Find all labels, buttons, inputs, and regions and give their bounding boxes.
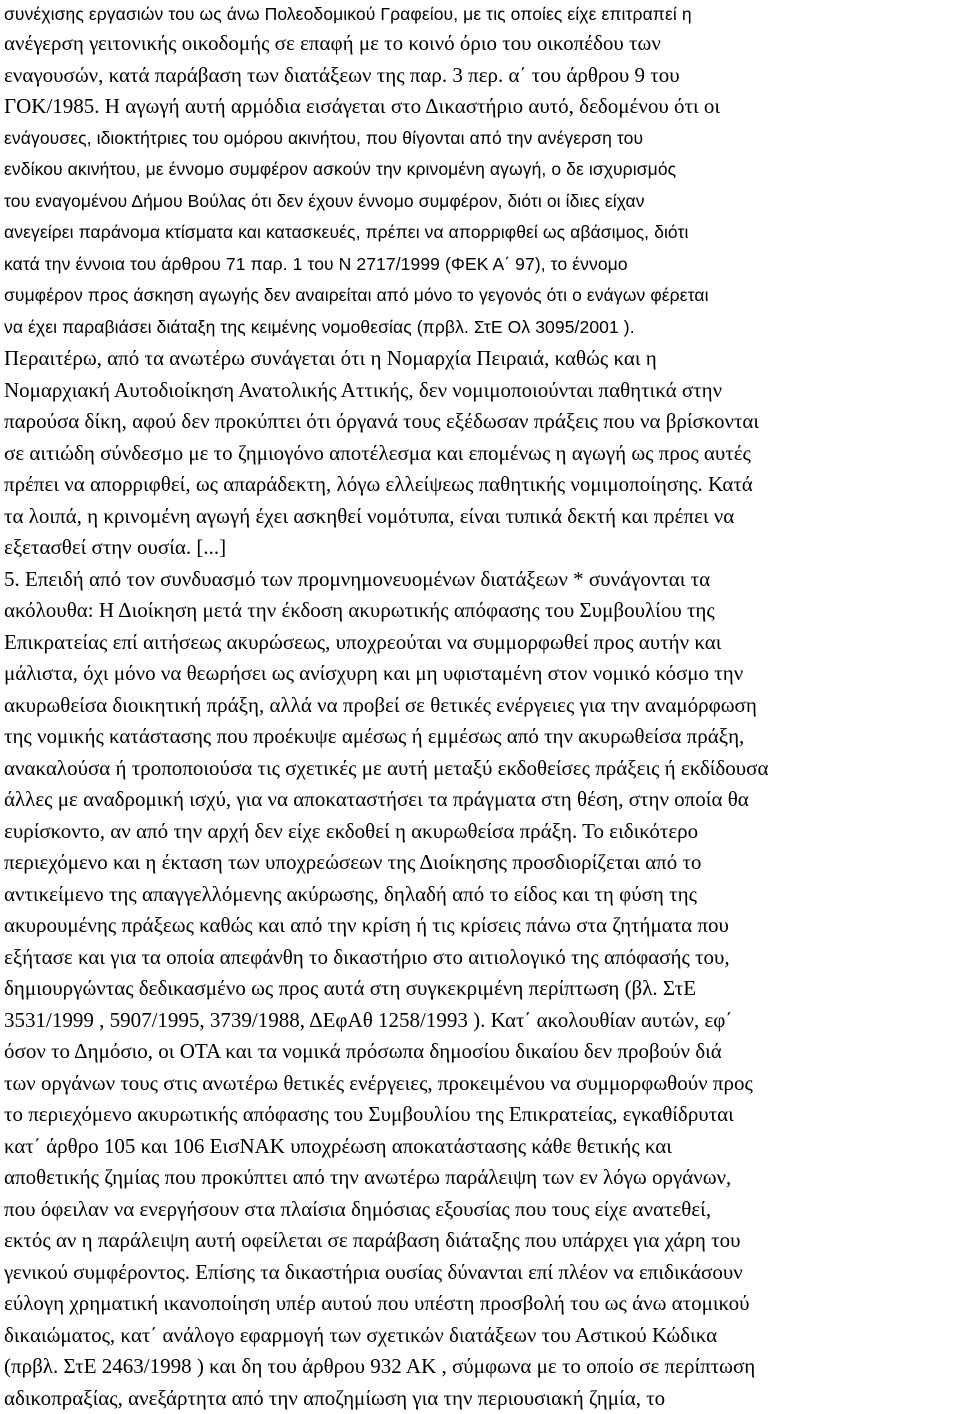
- text-line: τα λοιπά, η κρινομένη αγωγή έχει ασκηθεί νομότυπα, είναι τυπικά δεκτή και πρέπει να: [4, 501, 956, 533]
- text-line: ανακαλούσα ή τροποποιούσα τις σχετικές με αυτή μεταξύ εκδοθείσες πράξεις ή εκδίδουσα: [4, 753, 956, 785]
- text-line: ακυρουμένης πράξεως καθώς και από την κρίση ή τις κρίσεις πάνω στα ζητήματα που: [4, 910, 956, 942]
- text-line: εξετασθεί στην ουσία. [...]: [4, 532, 956, 564]
- text-line: αντικείμενο της απαγγελλόμενης ακύρωσης, δηλαδή από το είδος και τη φύση της: [4, 879, 956, 911]
- text-line: πρέπει να απορριφθεί, ως απαράδεκτη, λόγω ελλείψεως παθητικής νομιμοποίησης. Κατά: [4, 469, 956, 501]
- text-line: να έχει παραβιάσει διάταξη της κειμένης νομοθεσίας (πρβλ. ΣτΕ Ολ 3095/2001 ).: [4, 312, 956, 344]
- text-line: (πρβλ. ΣτΕ 2463/1998 ) και δη του άρθρου 932 ΑΚ , σύμφωνα με το οποίο σε περίπτωση: [4, 1351, 956, 1383]
- text-line: 5. Επειδή από τον συνδυασμό των προμνημονευομένων διατάξεων * συνάγονται τα: [4, 564, 956, 596]
- text-line: δημιουργώντας δεδικασμένο ως προς αυτά στη συγκεκριμένη περίπτωση (βλ. ΣτΕ: [4, 973, 956, 1005]
- text-line: εύλογη χρηματική ικανοποίηση υπέρ αυτού που υπέστη προσβολή του ως άνω ατομικού: [4, 1288, 956, 1320]
- text-line: συμφέρον προς άσκηση αγωγής δεν αναιρείται από μόνο το γεγονός ότι ο ενάγων φέρεται: [4, 280, 956, 312]
- text-line: σε αιτιώδη σύνδεσμο με το ζημιογόνο αποτέλεσμα και επομένως η αγωγή ως προς αυτές: [4, 438, 956, 470]
- text-line: όσον το Δημόσιο, οι ΟΤΑ και τα νομικά πρόσωπα δημοσίου δικαίου δεν προβούν διά: [4, 1036, 956, 1068]
- text-line: εκτός αν η παράλειψη αυτή οφείλεται σε παράβαση διάταξης που υπάρχει για χάρη του: [4, 1225, 956, 1257]
- text-line: Επικρατείας επί αιτήσεως ακυρώσεως, υποχρεούται να συμμορφωθεί προς αυτήν και: [4, 627, 956, 659]
- text-line: 3531/1999 , 5907/1995, 3739/1988, ΔΕφΑθ 1258/1993 ). Κατ΄ ακολουθίαν αυτών, εφ΄: [4, 1005, 956, 1037]
- text-line: ακυρωθείσα διοικητική πράξη, αλλά να προβεί σε θετικές ενέργειες για την αναμόρφωση: [4, 690, 956, 722]
- text-line: δικαιώματος, κατ΄ ανάλογο εφαρμογή των σχετικών διατάξεων του Αστικού Κώδικα: [4, 1320, 956, 1352]
- text-line: εναγουσών, κατά παράβαση των διατάξεων της παρ. 3 περ. α΄ του άρθρου 9 του: [4, 60, 956, 92]
- text-line: του εναγομένου Δήμου Βούλας ότι δεν έχουν έννομο συμφέρον, διότι οι ίδιες είχαν: [4, 186, 956, 218]
- text-line: αδικοπραξίας, ανεξάρτητα από την αποζημίωση για την περιουσιακή ζημία, το: [4, 1383, 956, 1414]
- text-line: άλλες με αναδρομική ισχύ, για να αποκαταστήσει τα πράγματα στη θέση, στην οποία θα: [4, 784, 956, 816]
- text-line: περιεχόμενο και η έκταση των υποχρεώσεων της Διοίκησης προσδιορίζεται από το: [4, 847, 956, 879]
- text-line: το περιεχόμενο ακυρωτικής απόφασης του Συμβουλίου της Επικρατείας, εγκαθίδρυται: [4, 1099, 956, 1131]
- text-line: της νομικής κατάστασης που προέκυψε αμέσως ή εμμέσως από την ακυρωθείσα πράξη,: [4, 721, 956, 753]
- text-line: ανεγείρει παράνομα κτίσματα και κατασκευές, πρέπει να απορριφθεί ως αβάσιμος, διότι: [4, 217, 956, 249]
- text-line: παρούσα δίκη, αφού δεν προκύπτει ότι όργανά τους εξέδωσαν πράξεις που να βρίσκονται: [4, 406, 956, 438]
- text-line: συνέχισης εργασιών του ως άνω Πολεοδομικού Γραφείου, με τις οποίες είχε επιτραπεί η: [4, 0, 956, 28]
- text-line: Περαιτέρω, από τα ανωτέρω συνάγεται ότι η Νομαρχία Πειραιά, καθώς και η: [4, 343, 956, 375]
- text-line: Νομαρχιακή Αυτοδιοίκηση Ανατολικής Αττικής, δεν νομιμοποιούνται παθητικά στην: [4, 375, 956, 407]
- text-line: που όφειλαν να ενεργήσουν στα πλαίσια δημόσιας εξουσίας που τους είχε ανατεθεί,: [4, 1194, 956, 1226]
- text-line: αποθετικής ζημίας που προκύπτει από την ανωτέρω παράλειψη των εν λόγω οργάνων,: [4, 1162, 956, 1194]
- text-line: γενικού συμφέροντος. Επίσης τα δικαστήρια ουσίας δύνανται επί πλέον να επιδικάσουν: [4, 1257, 956, 1289]
- text-line: των οργάνων τους στις ανωτέρω θετικές ενέργειες, προκειμένου να συμμορφωθούν προς: [4, 1068, 956, 1100]
- text-line: κατ΄ άρθρο 105 και 106 ΕισΝΑΚ υποχρέωση αποκατάστασης κάθε θετικής και: [4, 1131, 956, 1163]
- text-line: ανέγερση γειτονικής οικοδομής σε επαφή με το κοινό όριο του οικοπέδου των: [4, 28, 956, 60]
- text-line: εξήτασε και για τα οποία απεφάνθη το δικαστήριο στο αιτιολογικό της απόφασής του,: [4, 942, 956, 974]
- text-line: ακόλουθα: Η Διοίκηση μετά την έκδοση ακυρωτικής απόφασης του Συμβουλίου της: [4, 595, 956, 627]
- text-line: ευρίσκοντο, αν από την αρχή δεν είχε εκδοθεί η ακυρωθείσα πράξη. Το ειδικότερο: [4, 816, 956, 848]
- text-line: μάλιστα, όχι μόνο να θεωρήσει ως ανίσχυρη και μη υφισταμένη στον νομικό κόσμο την: [4, 658, 956, 690]
- text-line: ενδίκου ακινήτου, με έννομο συμφέρον ασκούν την κρινομένη αγωγή, ο δε ισχυρισμός: [4, 154, 956, 186]
- text-line: ενάγουσες, ιδιοκτήτριες του ομόρου ακινήτου, που θίγονται από την ανέγερση του: [4, 123, 956, 155]
- text-line: κατά την έννοια του άρθρου 71 παρ. 1 του Ν 2717/1999 (ΦΕΚ Α΄ 97), το έννομο: [4, 249, 956, 281]
- text-line: ΓΟΚ/1985. Η αγωγή αυτή αρμόδια εισάγεται στο Δικαστήριο αυτό, δεδομένου ότι οι: [4, 91, 956, 123]
